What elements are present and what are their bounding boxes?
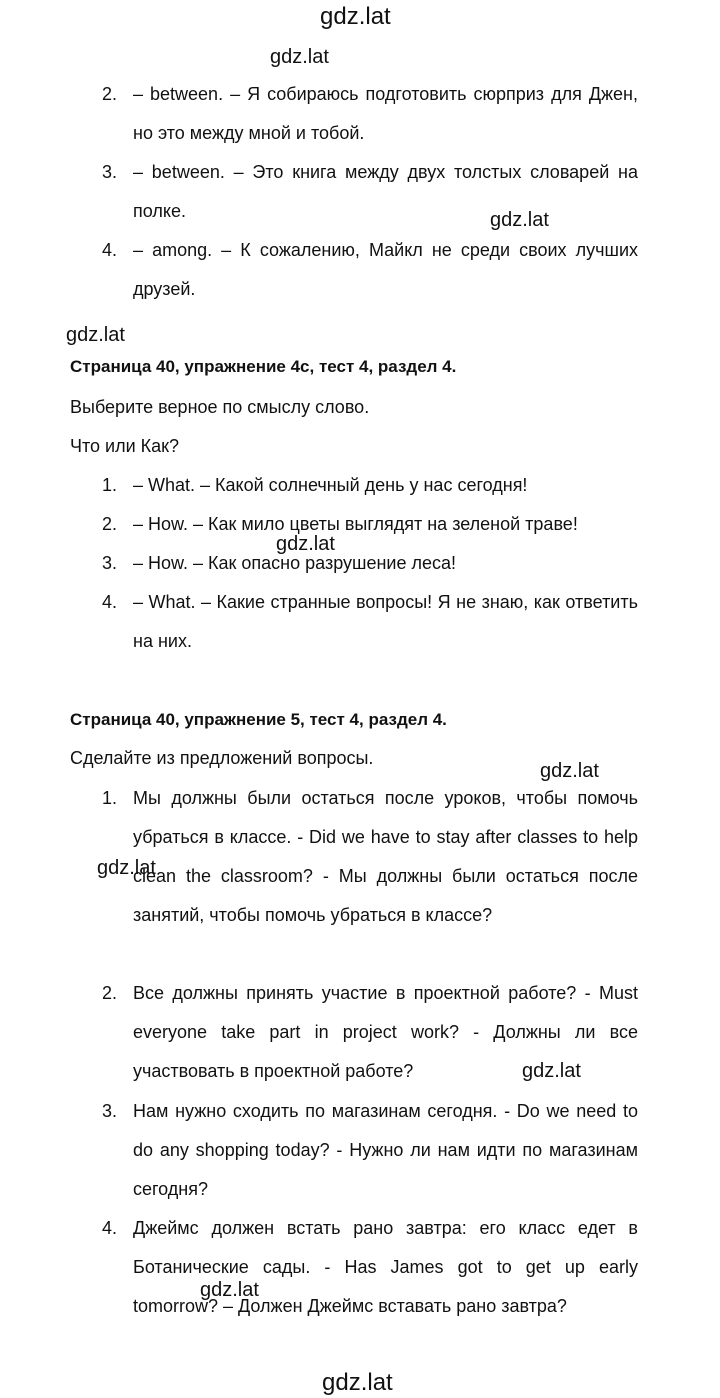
watermark: gdz.lat	[522, 1060, 581, 1082]
list-item-text: Джеймс должен встать рано завтра: его класс едет в Ботанические сады. - Has James got to get up early tomorrow? – Должен Джеймс вставать рано завтра?	[133, 1218, 638, 1316]
list-item-text: – What. – Какие странные вопросы! Я не знаю, как ответить на них.	[133, 592, 638, 651]
list-item-text: – between. – Это книга между двух толстых словарей на полке.	[133, 162, 638, 221]
list-item-number: 3.	[102, 553, 118, 573]
watermark: gdz.lat	[200, 1279, 259, 1301]
watermark-header: gdz.lat	[320, 3, 391, 30]
list-item-number: 2.	[102, 514, 118, 534]
watermark: gdz.lat	[270, 46, 329, 68]
list-item-text: – How. – Как опасно разрушение леса!	[133, 553, 456, 573]
list-item-text: – How. – Как мило цветы выглядят на зеленой траве!	[133, 514, 578, 534]
list-item-number: 3.	[102, 1101, 118, 1121]
watermark: gdz.lat	[276, 533, 335, 555]
watermark: gdz.lat	[97, 857, 156, 879]
watermark: gdz.lat	[66, 324, 125, 346]
list-item-text: Все должны принять участие в проектной работе? - Must everyone take part in project work? - Должны ли все участвовать в проектной работе?	[133, 983, 638, 1081]
list-item-number: 2.	[102, 84, 118, 104]
list-item-text: Мы должны были остаться после уроков, чтобы помочь убраться в классе. - Did we have to stay after classes to help clean the classroom? - Мы должны были остаться после занятий, чтобы помочь убраться в классе?	[133, 788, 638, 925]
list-item-text: – between. – Я собираюсь подготовить сюрприз для Джен, но это между мной и тобой.	[133, 84, 638, 143]
watermark: gdz.lat	[540, 760, 599, 782]
list-item-text: – among. – К сожалению, Майкл не среди своих лучших друзей.	[133, 240, 638, 299]
instruction-text: Сделайте из предложений вопросы.	[70, 748, 374, 768]
list-item-number: 4.	[102, 240, 118, 260]
question-text: Что или Как?	[70, 436, 180, 456]
list-item-number: 4.	[102, 1218, 118, 1238]
section-heading: Страница 40, упражнение 5, тест 4, раздел 4.	[70, 710, 447, 729]
watermark: gdz.lat	[490, 209, 549, 231]
list-item-number: 4.	[102, 592, 118, 612]
instruction-text: Выберите верное по смыслу слово.	[70, 397, 370, 417]
section-heading: Страница 40, упражнение 4c, тест 4, раздел 4.	[70, 357, 457, 376]
list-item-number: 2.	[102, 983, 118, 1003]
watermark-footer: gdz.lat	[322, 1369, 393, 1396]
list-item-text: – What. – Какой солнечный день у нас сегодня!	[133, 475, 528, 495]
list-item-text: Нам нужно сходить по магазинам сегодня. - Do we need to do any shopping today? - Нужно ли нам идти по магазинам сегодня?	[133, 1101, 638, 1199]
list-item-number: 1.	[102, 475, 118, 495]
list-item-number: 3.	[102, 162, 118, 182]
list-item-number: 1.	[102, 788, 118, 808]
